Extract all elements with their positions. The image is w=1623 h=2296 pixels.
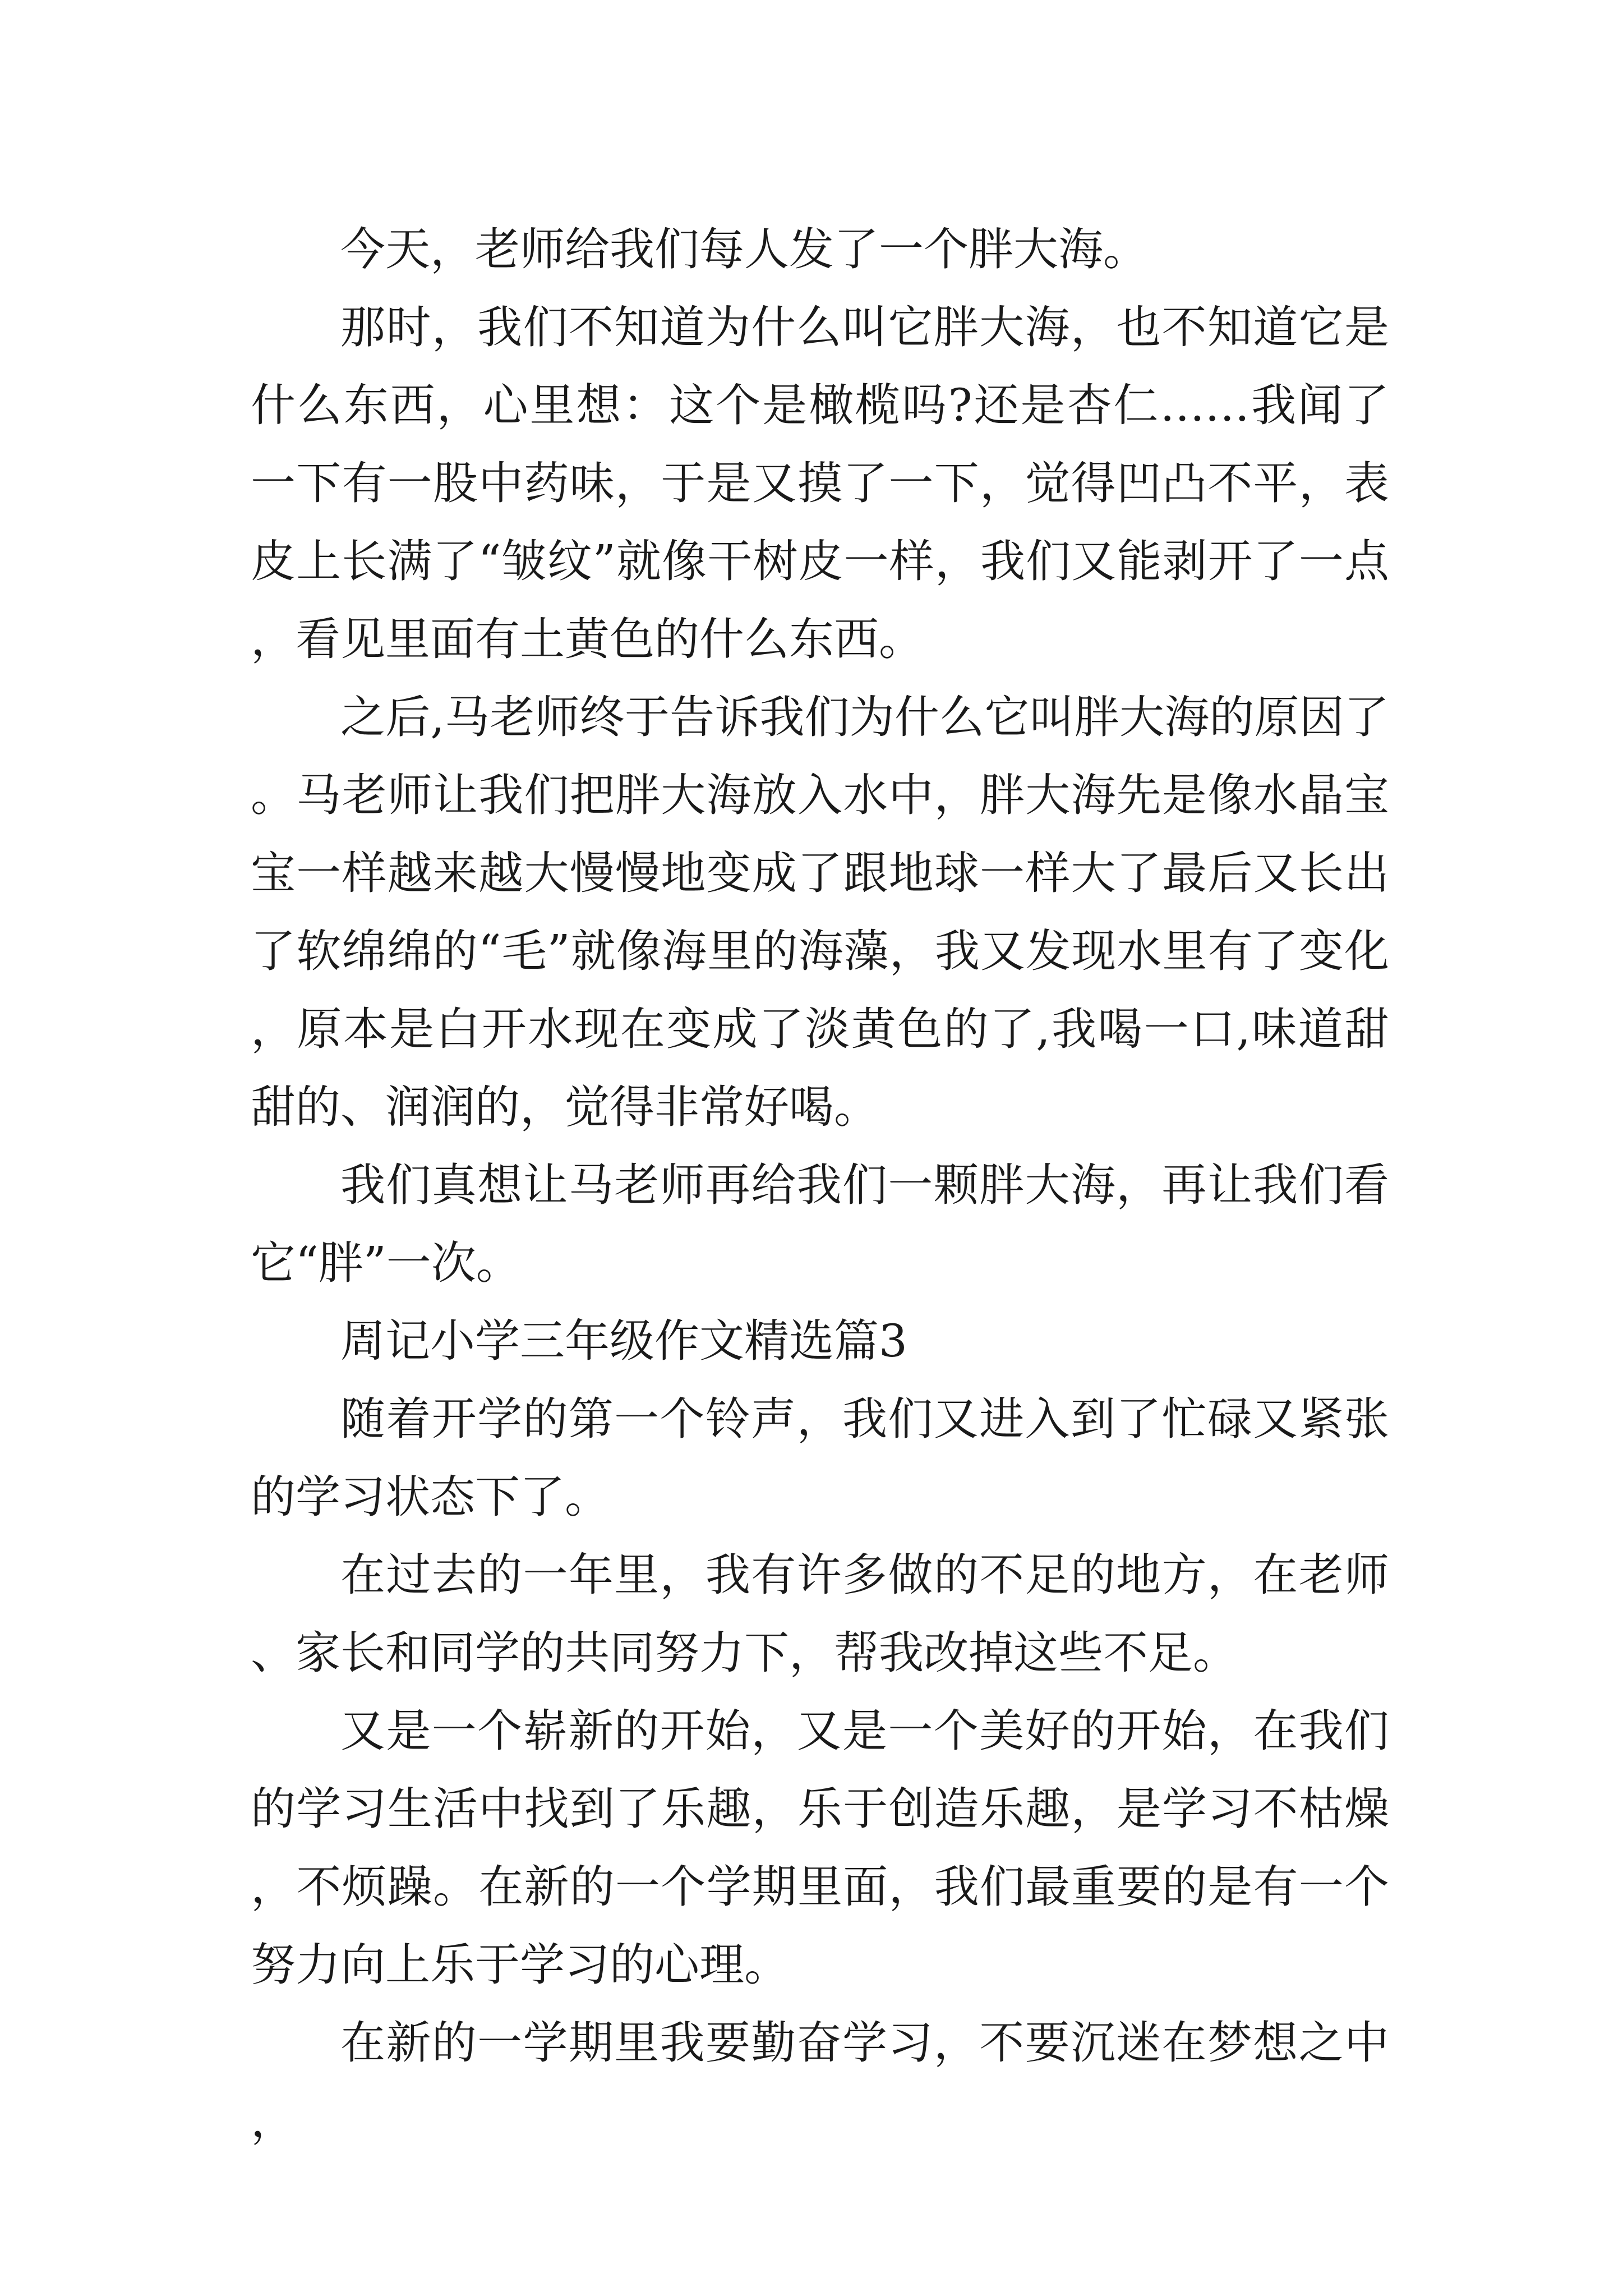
paragraph-1: 今天，老师给我们每人发了一个胖大海。	[340, 223, 1148, 275]
paragraph-5: 随着开学的第一个铃声，我们又进入到了忙碌又紧张的学习状态下了。	[251, 1393, 1389, 1523]
paragraph-4: 我们真想让马老师再给我们一颗胖大海，再让我们看它“胖”一次。	[251, 1159, 1389, 1289]
paragraph-3: 之后,马老师终于告诉我们为什么它叫胖大海的原因了。马老师让我们把胖大海放入水中，胖大海先是像水晶宝宝一样越来越大慢慢地变成了跟地球一样大了最后又长出了软绵绵的“毛”就像海里的海藻，我又发现水里有了变化，原本是白开水现在变成了淡黄色的了,我喝一口,味道甜甜的、润润的，觉得非常好喝。	[251, 691, 1389, 1133]
paragraph-2: 那时，我们不知道为什么叫它胖大海，也不知道它是什么东西，心里想：这个是橄榄吗?还是杏仁……我闻了一下有一股中药味，于是又摸了一下，觉得凹凸不平，表皮上长满了“皱纹”就像干树皮一样，我们又能剥开了一点，看见里面有土黄色的什么东西。	[251, 301, 1389, 665]
paragraph-7: 又是一个崭新的开始，又是一个美好的开始，在我们的学习生活中找到了乐趣，乐于创造乐趣，是学习不枯燥，不烦躁。在新的一个学期里面，我们最重要的是有一个努力向上乐于学习的心理。	[251, 1705, 1389, 1991]
paragraph-6: 在过去的一年里，我有许多做的不足的地方，在老师、家长和同学的共同努力下，帮我改掉这些不足。	[251, 1549, 1389, 1679]
section-heading: 周记小学三年级作文精选篇3	[340, 1315, 907, 1367]
paragraph-8: 在新的一学期里我要勤奋学习，不要沉迷在梦想之中，	[251, 2017, 1389, 2147]
document-body	[251, 210, 1389, 2160]
